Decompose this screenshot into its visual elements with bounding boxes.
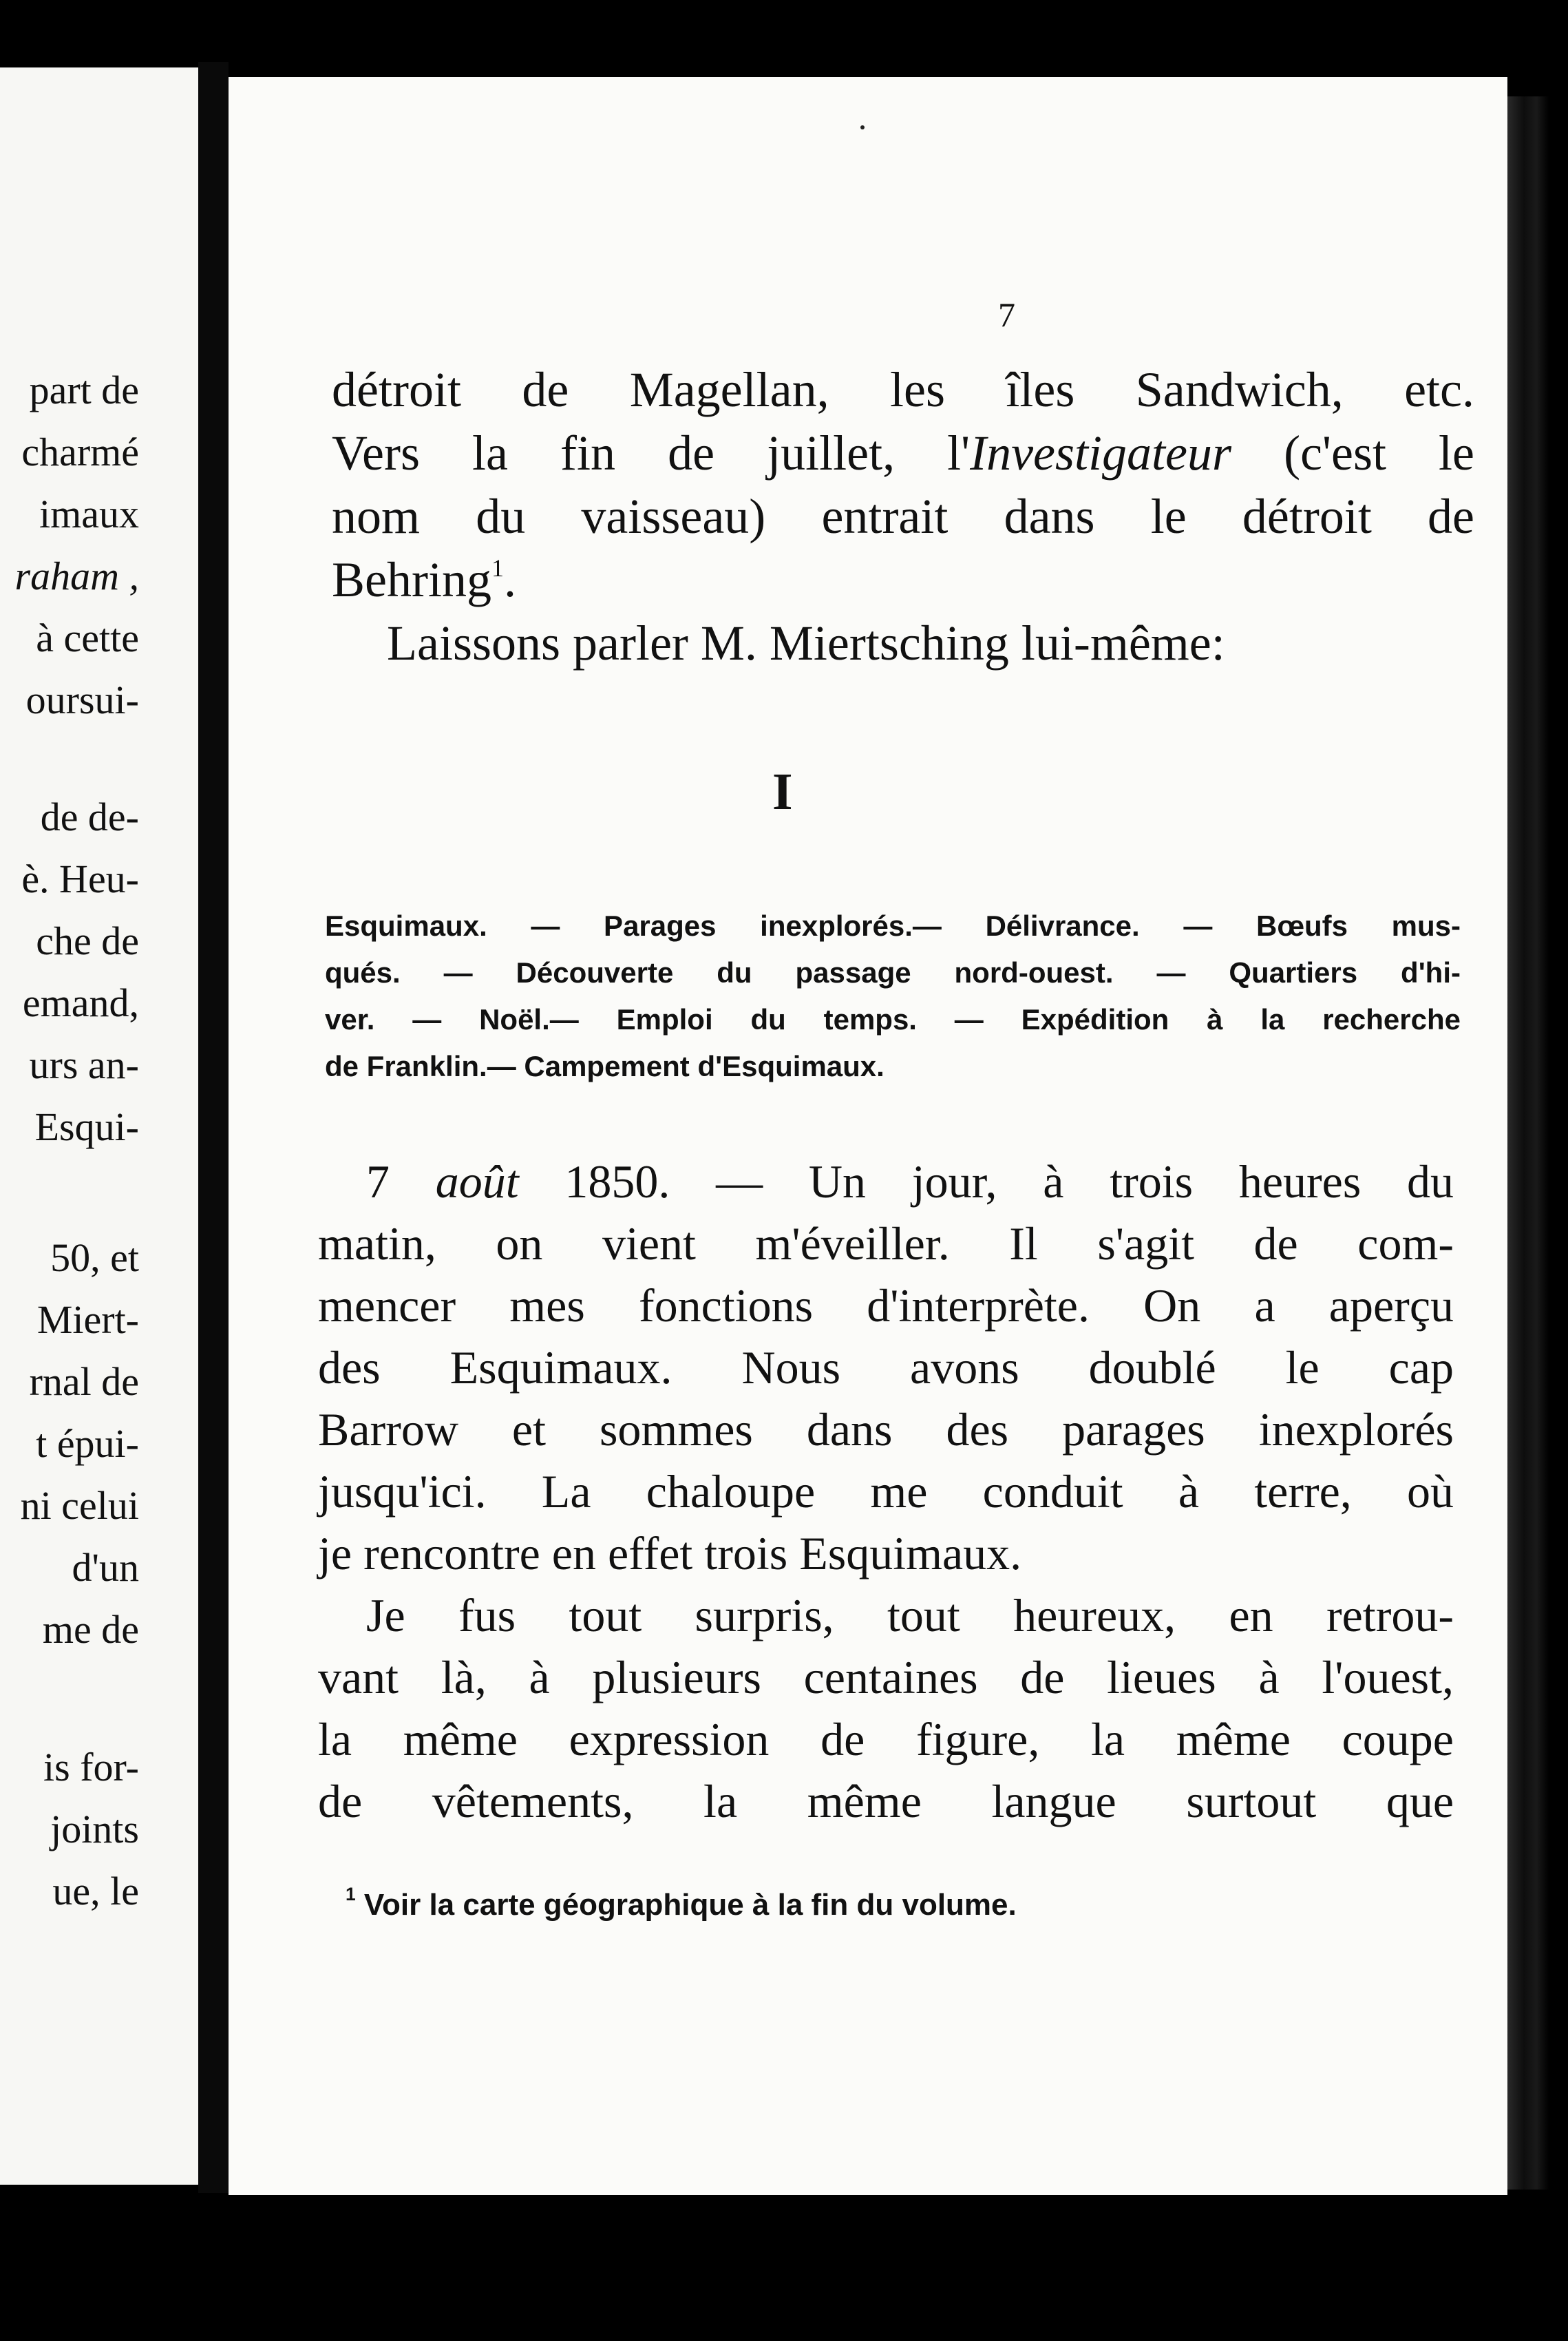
left-page-line: à cette	[36, 616, 139, 660]
left-page-line: Esqui-	[34, 1104, 139, 1149]
left-page-line: t épui-	[36, 1421, 139, 1466]
footnote	[346, 1885, 1017, 1920]
chapter-summary-line: qués. — Découverte du passage nord-ouest. — Quartiers d'hi-	[325, 956, 1461, 989]
text-line: matin, on vient m'éveiller. Il s'agit de com-	[318, 1217, 1454, 1270]
left-facing-page	[0, 67, 198, 2185]
left-page-line: è. Heu-	[21, 857, 139, 901]
book-gutter	[198, 62, 229, 2193]
text-span: Behring	[332, 552, 491, 607]
left-page-line: oursui-	[25, 678, 139, 722]
left-page-line: Miert-	[36, 1297, 139, 1342]
chapter-summary-line: ver. — Noël.— Emploi du temps. — Expédition à la recherche	[325, 1003, 1461, 1036]
text-line: je rencontre en effet trois Esquimaux.	[318, 1527, 1022, 1579]
text-line	[332, 552, 1474, 607]
text-span: .	[503, 552, 516, 607]
left-page-line: urs an-	[29, 1042, 139, 1087]
text-line: de vêtements, la même langue surtout que	[318, 1775, 1454, 1827]
left-page-line: joints	[50, 1807, 139, 1851]
text-line: vant là, à plusieurs centaines de lieues à l'ouest,	[318, 1651, 1454, 1703]
left-page-line: is for-	[43, 1745, 139, 1789]
chapter-summary-line: Esquimaux. — Parages inexplorés.— Délivrance. — Bœufs mus-	[325, 910, 1461, 942]
right-page	[229, 77, 1507, 2195]
text-line: la même expression de figure, la même coupe	[318, 1713, 1454, 1765]
chapter-summary-line: de Franklin.— Campement d'Esquimaux.	[325, 1050, 884, 1082]
left-page-line: ni celui	[20, 1483, 139, 1528]
left-page-line: che de	[36, 918, 139, 963]
date-month: août	[435, 1155, 519, 1208]
footnote-text: Voir la carte géographique à la fin du volume.	[363, 1888, 1017, 1922]
left-page-line: rnal de	[29, 1359, 139, 1404]
text-line: Je fus tout surpris, tout heureux, en retrou-	[366, 1589, 1454, 1641]
text-line	[332, 426, 1474, 481]
left-page-line: emand,	[22, 980, 139, 1025]
left-page-line: charmé	[21, 430, 139, 474]
left-page-line: part de	[29, 368, 139, 412]
page-edge-shadow	[1507, 96, 1549, 2190]
ship-name: Investigateur	[970, 426, 1232, 481]
text-line: détroit de Magellan, les îles Sandwich, etc.	[332, 362, 1474, 417]
text-line: jusqu'ici. La chaloupe me conduit à terre, où	[318, 1465, 1454, 1518]
date-day: 7	[366, 1155, 390, 1208]
left-page-line: 50, et	[50, 1235, 139, 1280]
page-number: 7	[998, 295, 1015, 334]
text-span: Vers la fin de juillet, l'	[332, 426, 971, 481]
paper-speck	[860, 125, 865, 129]
chapter-numeral: I	[772, 763, 793, 821]
text-line: Laissons parler M. Miertsching lui-même:	[387, 616, 1225, 671]
text-span: 1850. — Un jour, à trois heures du	[564, 1155, 1454, 1208]
text-line: mencer mes fonctions d'interprète. On a aperçu	[318, 1279, 1454, 1332]
left-page-line: imaux	[39, 492, 139, 536]
left-page-line: ue, le	[52, 1869, 139, 1913]
text-line: nom du vaisseau) entrait dans le détroit de	[332, 489, 1474, 544]
left-page-line: me de	[42, 1607, 139, 1652]
left-page-line: de de-	[40, 795, 139, 839]
text-line: Barrow et sommes dans des parages inexplorés	[318, 1403, 1454, 1456]
text-line	[318, 1155, 1454, 1208]
left-page-line: raham ,	[14, 554, 139, 598]
text-span: (c'est le	[1231, 426, 1474, 481]
footnote-ref: 1	[491, 554, 504, 582]
footnote-mark: 1	[346, 1884, 356, 1904]
left-page-line: d'un	[72, 1545, 139, 1590]
text-line: des Esquimaux. Nous avons doublé le cap	[318, 1341, 1454, 1394]
